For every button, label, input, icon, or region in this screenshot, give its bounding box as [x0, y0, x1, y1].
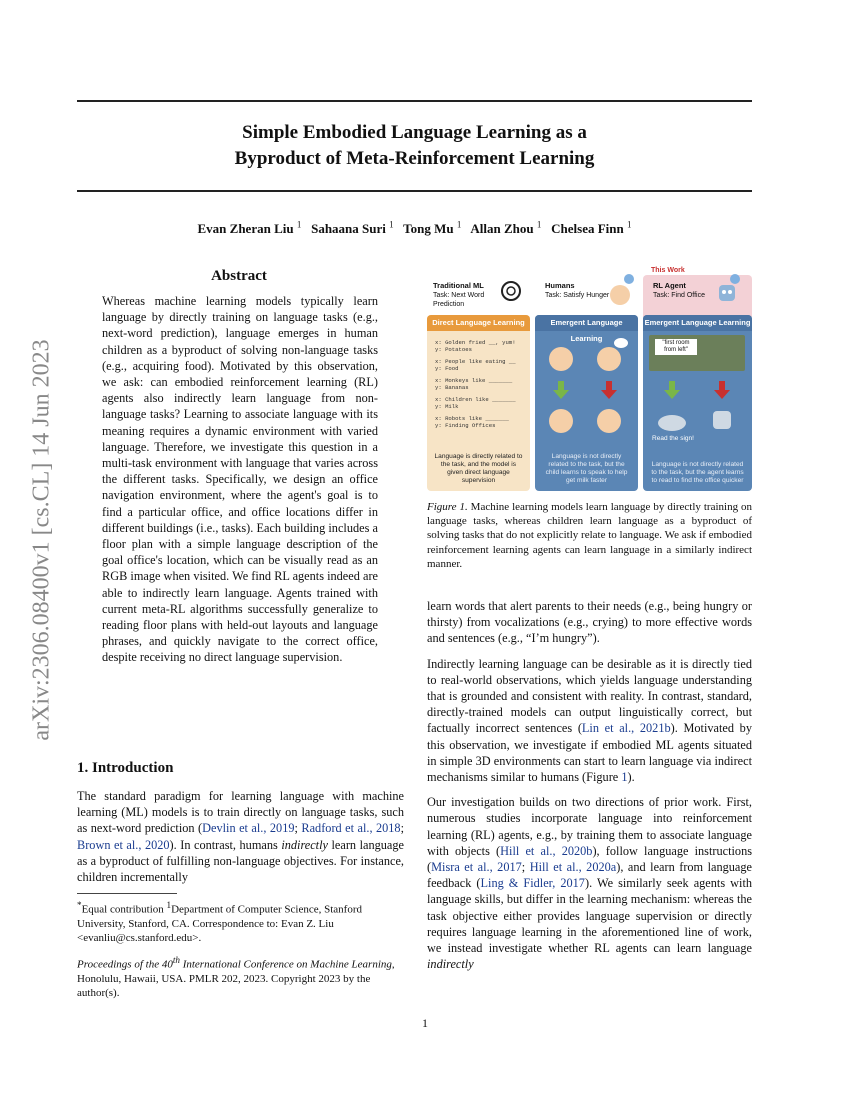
abstract-heading: Abstract — [211, 268, 267, 284]
right-column-text — [427, 598, 752, 981]
paragraph: Indirectly learning language can be desirable as it is directly tied to real-world observations, which yields language understanding that is grounded and consistent with reality. In contrast, standard, directly-trained models can output linguistically correct, but factually incorrect sentences (Lin et al., 2021b). Motivated by this observation, we investigate if embodied ML agents situated in simple 3D environments can start to learn language via indirect mechanisms similar to humans (Figure 1). — [427, 656, 752, 785]
training-pair: x: Monkeys like _______ y: Bananas — [435, 377, 513, 391]
introduction-paragraph: The standard paradigm for learning language with machine learning (ML) models is to train directly on language tasks, such as next-word prediction (Devlin et al., 2019; Radford et al., 2018; Brown et al., 2020). In contrast, humans indirectly learn language as a byproduct of fulfilling non-language objectives. For instance, children incrementally — [77, 789, 404, 885]
title-line-2: Byproduct of Meta-Reinforcement Learning — [234, 148, 595, 169]
paragraph: learn words that alert parents to their needs (e.g., being hungry or thirsty) from vocalizations (e.g., crying) to more effective words and sentences (e.g., “I’m hungry”). — [427, 599, 752, 646]
citation-link[interactable]: Ling & Fidler, 2017 — [480, 876, 585, 891]
panel-footer: Language is directly related to the task, and the model is given direct language supervision — [434, 453, 523, 484]
panel-header: Emergent Language Learning — [535, 315, 638, 331]
office-scene — [649, 335, 745, 371]
baby-scenes-illustration — [535, 333, 638, 443]
training-pair: x: Robots like _______ y: Finding Offices — [435, 415, 509, 429]
figure-1 — [427, 265, 752, 493]
citation-link[interactable]: Devlin et al., 2019 — [202, 821, 295, 836]
openai-logo-icon — [499, 279, 523, 303]
arxiv-identifier: arXiv:2306.08400v1 [cs.CL] 14 Jun 2023 — [28, 339, 55, 741]
agent-emergent-panel — [643, 315, 752, 491]
title-line-1: Simple Embodied Language Learning as a — [242, 122, 587, 143]
author: Tong Mu $^1$ — [403, 220, 462, 237]
robot-icon — [712, 273, 742, 313]
this-work-label: This Work — [651, 267, 685, 274]
abstract-body: Whereas machine learning models typically learn language by directly training on language tasks (e.g., next-word prediction), language emerges in human children as a byproduct of solving non-language tasks (e.g., acquiring food). Motivated by this observation, we ask: can embodied reinforcement learning (RL) agents also indirectly learn language from non-language tasks? Learning to associate language with its meaning requires a dynamic environment with varied language. Therefore, we investigate this question in a multi-task environment with language that varies across the different tasks. Specifically, we design an office navigation environment, where the agent's goal is to find a particular office, and office locations differ in different buildings (i.e., tasks). Each building includes a floor plan with a simple language description of the goal office's location, which can be visually read as an RGB image when visited. We find RL agents indeed are able to indirectly learn language. Agents trained with current meta-RL algorithms successfully generalize to reading floor plans with held-out layouts and language phrases, and quickly navigate to the correct office, despite receiving no direct language supervision. — [102, 294, 378, 665]
read-sign-label: Read the sign! — [652, 435, 694, 442]
title-bottom-rule — [77, 190, 752, 192]
training-pair: x: People like eating __ y: Food — [435, 358, 516, 372]
author: Chelsea Finn $^1$ — [551, 220, 632, 237]
humans-header: Humans Task: Satisfy Hunger — [545, 281, 610, 299]
citation-link[interactable]: Hill et al., 2020b — [500, 843, 593, 858]
introduction-heading: 1. Introduction — [77, 760, 174, 776]
proceedings-note: Proceedings of the 40th International Conference on Machine Learning, Honolulu, Hawaii, USA. PMLR 202, 2023. Copyright 2023 by the author(s). — [77, 955, 395, 999]
citation-link[interactable]: Radford et al., 2018 — [301, 821, 401, 836]
paper-title — [77, 120, 752, 172]
training-pairs — [435, 339, 516, 434]
direct-learning-panel — [427, 315, 530, 491]
author-list — [77, 220, 752, 237]
paragraph: Our investigation builds on two directions of prior work. First, numerous studies incorporate language into reinforcement learning (RL) agents, e.g., by training them to associate language with objects (Hill et al., 2020b), follow language instructions (Misra et al., 2017; Hill et al., 2020a), and learn from language feedback (Ling & Fidler, 2017). We similarly seek agents with language skills, but differ in the learning mechanism: whereas the task objective either provides language supervision or directly requires language learning in the aforementioned line of work, we instead investigate whether RL agents can learn language indirectly — [427, 795, 753, 972]
page-number: 1 — [422, 1016, 428, 1030]
author: Sahaana Suri $^1$ — [311, 220, 394, 237]
traditional-ml-header: Traditional ML Task: Next Word Prediction — [433, 281, 485, 308]
sign-text: "first room from left" — [655, 339, 697, 355]
training-pair: x: Golden fried __, yum! y: Potatoes — [435, 339, 516, 353]
author: Evan Zheran Liu $^1$ — [197, 220, 302, 237]
panel-header: Direct Language Learning — [427, 315, 530, 331]
citation-link[interactable]: Brown et al., 2020 — [77, 837, 170, 852]
arxiv-sidebar — [22, 300, 62, 780]
panel-header: Emergent Language Learning — [643, 315, 752, 331]
panel-footer: Language is not directly related to the task, but the agent learns to read to find the office quicker — [651, 461, 744, 484]
figure-caption: Figure 1. Machine learning models learn language by directly training on language tasks, whereas children learn language as a byproduct of solving tasks that do not explicitly relate to language. We ask if embodied reinforcement learning agents can learn language in a similarly indirect manner. — [427, 501, 753, 570]
human-emergent-panel — [535, 315, 638, 491]
footnote: *Equal contribution $^1$Department of Computer Science, Stanford University, Stanford, CA. Correspondence to: Evan Z. Liu <evanliu@cs.stanford.edu>. — [77, 900, 363, 944]
training-pair: x: Children like _______ y: Milk — [435, 396, 516, 410]
citation-link[interactable]: Lin et al., 2021b — [581, 721, 671, 736]
figure-reference-link[interactable]: 1 — [621, 770, 628, 785]
rl-agent-header: RL Agent Task: Find Office — [653, 281, 706, 299]
citation-link[interactable]: Misra et al., 2017 — [431, 860, 522, 875]
top-rule — [77, 100, 752, 102]
author: Allan Zhou $^1$ — [470, 220, 542, 237]
footnote-rule — [77, 893, 177, 894]
panel-footer: Language is not directly related to the task, but the child learns to speak to help get milk faster — [545, 453, 628, 484]
citation-link[interactable]: Hill et al., 2020a — [529, 860, 617, 875]
baby-icon — [605, 273, 635, 311]
